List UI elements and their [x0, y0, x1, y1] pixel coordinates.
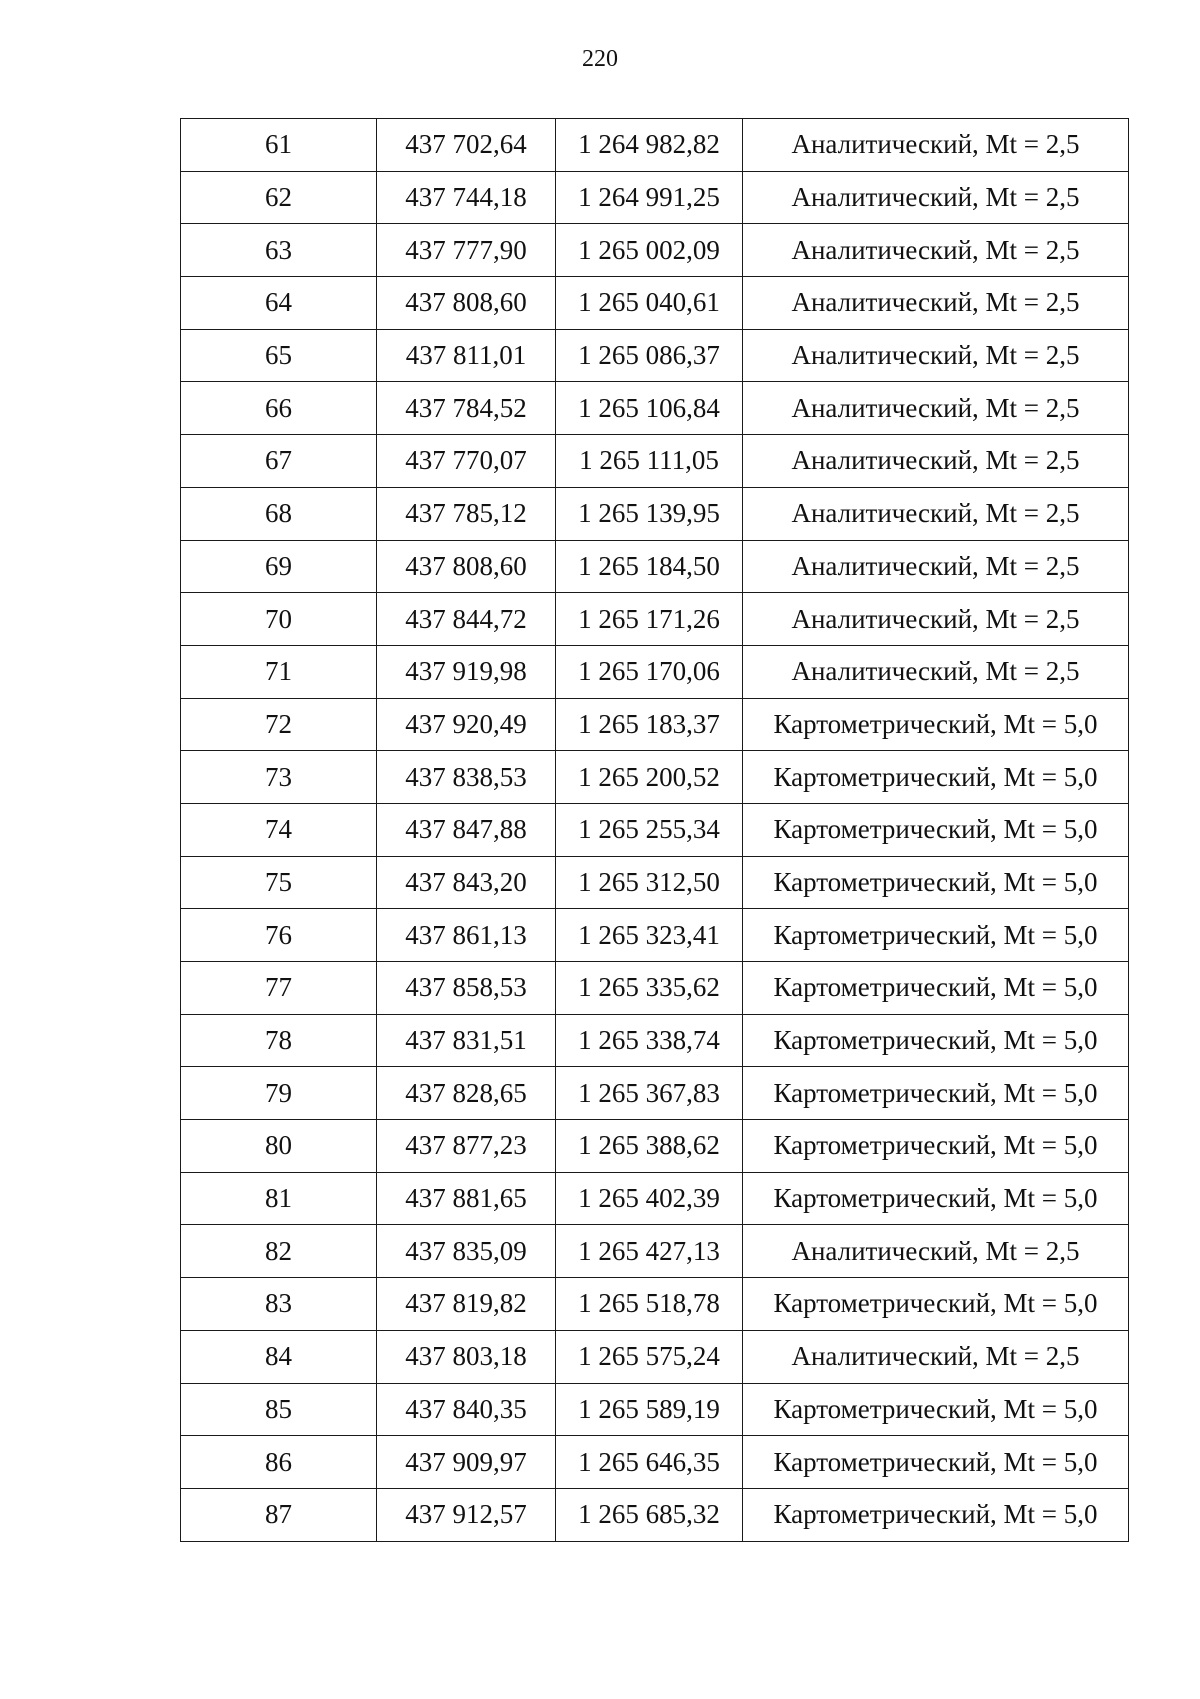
x-coordinate-cell: 437 881,65	[377, 1172, 556, 1225]
y-coordinate-cell: 1 265 685,32	[556, 1488, 743, 1541]
point-number-cell: 62	[181, 171, 377, 224]
y-coordinate-cell: 1 265 002,09	[556, 224, 743, 277]
table-row	[181, 277, 1129, 330]
x-coordinate-cell: 437 877,23	[377, 1120, 556, 1173]
method-cell: Картометрический, Mt = 5,0	[743, 1067, 1129, 1120]
x-coordinate-cell: 437 785,12	[377, 487, 556, 540]
table-row	[181, 1067, 1129, 1120]
method-cell: Картометрический, Mt = 5,0	[743, 1488, 1129, 1541]
method-cell: Картометрический, Mt = 5,0	[743, 698, 1129, 751]
y-coordinate-cell: 1 265 200,52	[556, 751, 743, 804]
y-coordinate-cell: 1 265 589,19	[556, 1383, 743, 1436]
point-number-cell: 72	[181, 698, 377, 751]
x-coordinate-cell: 437 808,60	[377, 277, 556, 330]
table-row	[181, 1172, 1129, 1225]
coordinates-table	[180, 118, 1129, 1542]
y-coordinate-cell: 1 265 367,83	[556, 1067, 743, 1120]
point-number-cell: 63	[181, 224, 377, 277]
table-row	[181, 856, 1129, 909]
x-coordinate-cell: 437 847,88	[377, 803, 556, 856]
y-coordinate-cell: 1 264 982,82	[556, 119, 743, 172]
table-row	[181, 1488, 1129, 1541]
x-coordinate-cell: 437 835,09	[377, 1225, 556, 1278]
table-row	[181, 540, 1129, 593]
x-coordinate-cell: 437 920,49	[377, 698, 556, 751]
y-coordinate-cell: 1 264 991,25	[556, 171, 743, 224]
point-number-cell: 64	[181, 277, 377, 330]
method-cell: Аналитический, Mt = 2,5	[743, 487, 1129, 540]
x-coordinate-cell: 437 784,52	[377, 382, 556, 435]
point-number-cell: 61	[181, 119, 377, 172]
method-cell: Аналитический, Mt = 2,5	[743, 645, 1129, 698]
table-row	[181, 1278, 1129, 1331]
point-number-cell: 74	[181, 803, 377, 856]
method-cell: Картометрический, Mt = 5,0	[743, 1172, 1129, 1225]
method-cell: Картометрический, Mt = 5,0	[743, 1120, 1129, 1173]
table-row	[181, 119, 1129, 172]
table-row	[181, 751, 1129, 804]
point-number-cell: 71	[181, 645, 377, 698]
y-coordinate-cell: 1 265 170,06	[556, 645, 743, 698]
x-coordinate-cell: 437 808,60	[377, 540, 556, 593]
y-coordinate-cell: 1 265 040,61	[556, 277, 743, 330]
y-coordinate-cell: 1 265 646,35	[556, 1436, 743, 1489]
point-number-cell: 76	[181, 909, 377, 962]
y-coordinate-cell: 1 265 312,50	[556, 856, 743, 909]
point-number-cell: 78	[181, 1014, 377, 1067]
y-coordinate-cell: 1 265 323,41	[556, 909, 743, 962]
x-coordinate-cell: 437 843,20	[377, 856, 556, 909]
y-coordinate-cell: 1 265 335,62	[556, 962, 743, 1015]
table-row	[181, 1330, 1129, 1383]
method-cell: Аналитический, Mt = 2,5	[743, 171, 1129, 224]
table-row	[181, 698, 1129, 751]
y-coordinate-cell: 1 265 575,24	[556, 1330, 743, 1383]
table-row	[181, 171, 1129, 224]
x-coordinate-cell: 437 844,72	[377, 593, 556, 646]
y-coordinate-cell: 1 265 183,37	[556, 698, 743, 751]
point-number-cell: 75	[181, 856, 377, 909]
point-number-cell: 80	[181, 1120, 377, 1173]
table-row	[181, 803, 1129, 856]
table-row	[181, 1014, 1129, 1067]
y-coordinate-cell: 1 265 086,37	[556, 329, 743, 382]
table-row	[181, 1383, 1129, 1436]
y-coordinate-cell: 1 265 111,05	[556, 435, 743, 488]
point-number-cell: 85	[181, 1383, 377, 1436]
method-cell: Аналитический, Mt = 2,5	[743, 119, 1129, 172]
method-cell: Картометрический, Mt = 5,0	[743, 1383, 1129, 1436]
point-number-cell: 65	[181, 329, 377, 382]
x-coordinate-cell: 437 909,97	[377, 1436, 556, 1489]
x-coordinate-cell: 437 828,65	[377, 1067, 556, 1120]
method-cell: Картометрический, Mt = 5,0	[743, 803, 1129, 856]
x-coordinate-cell: 437 838,53	[377, 751, 556, 804]
point-number-cell: 66	[181, 382, 377, 435]
x-coordinate-cell: 437 777,90	[377, 224, 556, 277]
y-coordinate-cell: 1 265 139,95	[556, 487, 743, 540]
method-cell: Аналитический, Mt = 2,5	[743, 593, 1129, 646]
x-coordinate-cell: 437 803,18	[377, 1330, 556, 1383]
y-coordinate-cell: 1 265 171,26	[556, 593, 743, 646]
point-number-cell: 81	[181, 1172, 377, 1225]
page-number: 220	[582, 46, 618, 72]
point-number-cell: 73	[181, 751, 377, 804]
method-cell: Картометрический, Mt = 5,0	[743, 1278, 1129, 1331]
point-number-cell: 77	[181, 962, 377, 1015]
table-row	[181, 645, 1129, 698]
x-coordinate-cell: 437 811,01	[377, 329, 556, 382]
method-cell: Картометрический, Mt = 5,0	[743, 1436, 1129, 1489]
method-cell: Картометрический, Mt = 5,0	[743, 962, 1129, 1015]
x-coordinate-cell: 437 744,18	[377, 171, 556, 224]
method-cell: Картометрический, Mt = 5,0	[743, 1014, 1129, 1067]
table-row	[181, 1436, 1129, 1489]
method-cell: Аналитический, Mt = 2,5	[743, 382, 1129, 435]
y-coordinate-cell: 1 265 184,50	[556, 540, 743, 593]
method-cell: Аналитический, Mt = 2,5	[743, 1225, 1129, 1278]
point-number-cell: 83	[181, 1278, 377, 1331]
coordinates-table-body	[181, 119, 1129, 1542]
x-coordinate-cell: 437 858,53	[377, 962, 556, 1015]
x-coordinate-cell: 437 912,57	[377, 1488, 556, 1541]
method-cell: Картометрический, Mt = 5,0	[743, 909, 1129, 962]
point-number-cell: 82	[181, 1225, 377, 1278]
table-row	[181, 435, 1129, 488]
method-cell: Аналитический, Mt = 2,5	[743, 1330, 1129, 1383]
table-row	[181, 224, 1129, 277]
method-cell: Аналитический, Mt = 2,5	[743, 329, 1129, 382]
y-coordinate-cell: 1 265 255,34	[556, 803, 743, 856]
y-coordinate-cell: 1 265 338,74	[556, 1014, 743, 1067]
x-coordinate-cell: 437 770,07	[377, 435, 556, 488]
method-cell: Аналитический, Mt = 2,5	[743, 277, 1129, 330]
method-cell: Аналитический, Mt = 2,5	[743, 435, 1129, 488]
method-cell: Аналитический, Mt = 2,5	[743, 224, 1129, 277]
point-number-cell: 87	[181, 1488, 377, 1541]
point-number-cell: 67	[181, 435, 377, 488]
y-coordinate-cell: 1 265 402,39	[556, 1172, 743, 1225]
table-row	[181, 329, 1129, 382]
x-coordinate-cell: 437 819,82	[377, 1278, 556, 1331]
point-number-cell: 79	[181, 1067, 377, 1120]
x-coordinate-cell: 437 919,98	[377, 645, 556, 698]
point-number-cell: 69	[181, 540, 377, 593]
table-row	[181, 382, 1129, 435]
table-row	[181, 962, 1129, 1015]
method-cell: Аналитический, Mt = 2,5	[743, 540, 1129, 593]
point-number-cell: 70	[181, 593, 377, 646]
x-coordinate-cell: 437 840,35	[377, 1383, 556, 1436]
method-cell: Картометрический, Mt = 5,0	[743, 751, 1129, 804]
x-coordinate-cell: 437 861,13	[377, 909, 556, 962]
y-coordinate-cell: 1 265 427,13	[556, 1225, 743, 1278]
point-number-cell: 68	[181, 487, 377, 540]
method-cell: Картометрический, Mt = 5,0	[743, 856, 1129, 909]
table-row	[181, 593, 1129, 646]
table-row	[181, 909, 1129, 962]
x-coordinate-cell: 437 702,64	[377, 119, 556, 172]
table-row	[181, 1225, 1129, 1278]
x-coordinate-cell: 437 831,51	[377, 1014, 556, 1067]
table-row	[181, 1120, 1129, 1173]
point-number-cell: 84	[181, 1330, 377, 1383]
y-coordinate-cell: 1 265 106,84	[556, 382, 743, 435]
point-number-cell: 86	[181, 1436, 377, 1489]
table-row	[181, 487, 1129, 540]
y-coordinate-cell: 1 265 518,78	[556, 1278, 743, 1331]
y-coordinate-cell: 1 265 388,62	[556, 1120, 743, 1173]
